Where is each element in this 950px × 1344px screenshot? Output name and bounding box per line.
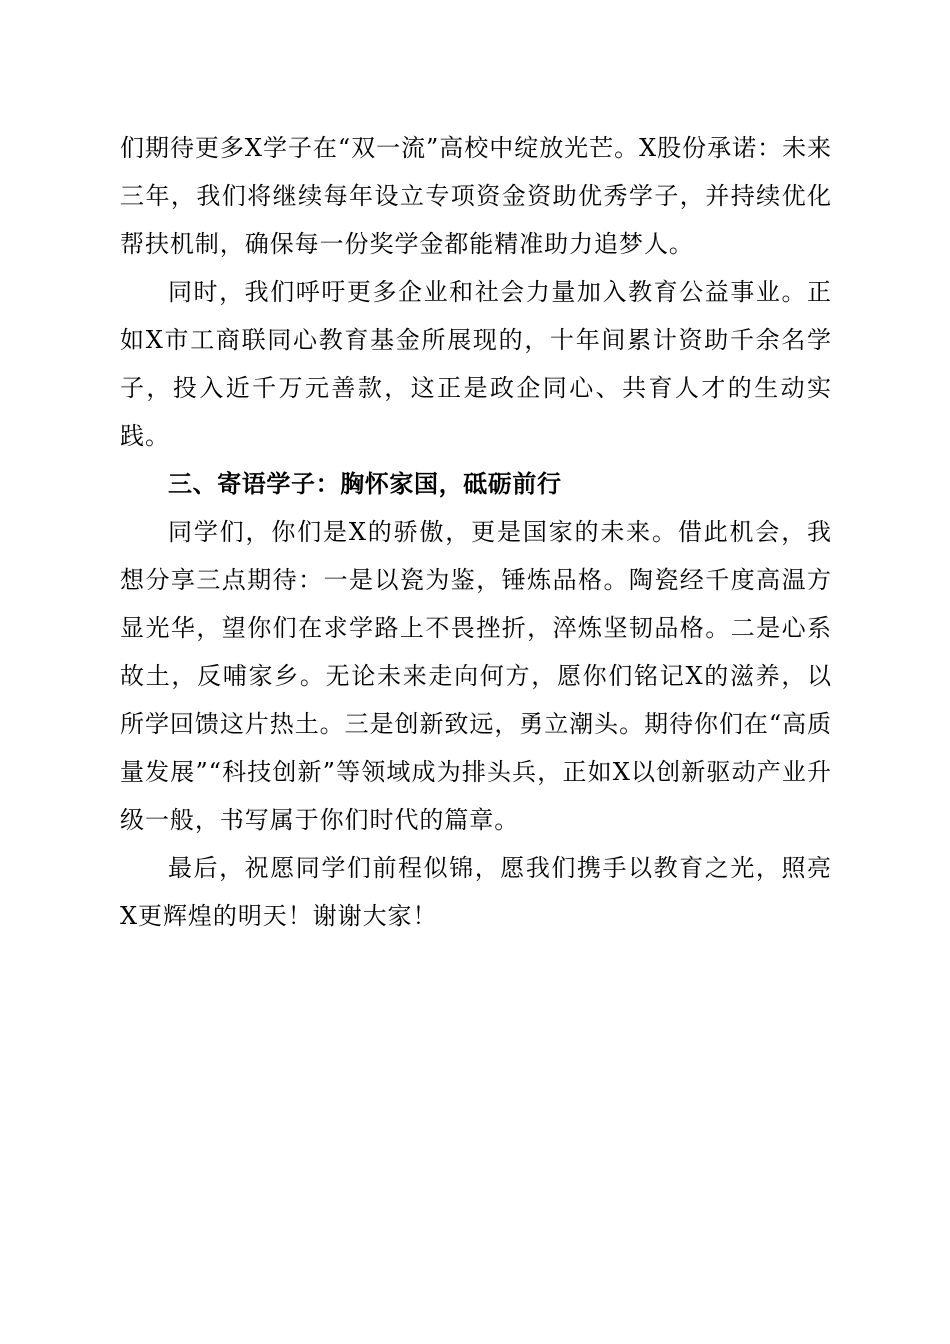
document-page (120, 124, 832, 940)
paragraph-continued: 们期待更多X学子在“双一流”高校中绽放光芒。X股份承诺：未来三年，我们将继续每年设立专项资金资助优秀学子，并持续优化帮扶机制，确保每一份奖学金都能精准助力追梦人。 (120, 134, 832, 258)
section-heading: 三、寄语学子：胸怀家国，砥砺前行 (168, 470, 562, 498)
paragraph-call-to-action: 同时，我们呼吁更多企业和社会力量加入教育公益事业。正如X市工商联同心教育基金所展现的，十年间累计资助千余名学子，投入近千万元善款，这正是政企同心、共育人才的生动实践。 (120, 278, 832, 450)
paragraph-closing: 最后，祝愿同学们前程似锦，愿我们携手以教育之光，照亮X更辉煌的明天！谢谢大家！ (120, 854, 832, 930)
paragraph-expectations: 同学们，你们是X的骄傲，更是国家的未来。借此机会，我想分享三点期待：一是以瓷为鉴，锤炼品格。陶瓷经千度高温方显光华，望你们在求学路上不畏挫折，淬炼坚韧品格。二是心系故土，反哺家乡。无论未来走向何方，愿你们铭记X的滋养，以所学回馈这片热土。三是创新致远，勇立潮头。期待你们在“高质量发展”“科技创新”等领域成为排头兵，正如X以创新驱动产业升级一般，书写属于你们时代的篇章。 (120, 518, 832, 834)
